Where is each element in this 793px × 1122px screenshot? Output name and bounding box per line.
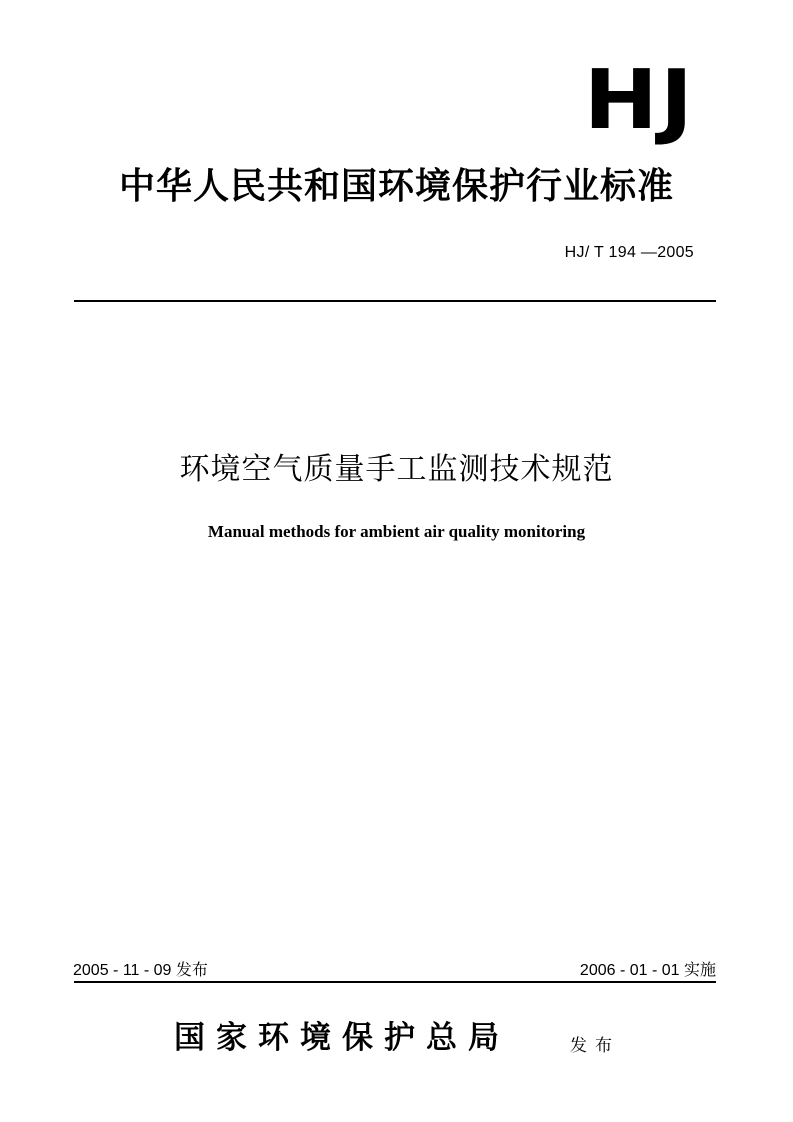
- implementation-date: 2006 - 01 - 01 实施: [579, 962, 716, 979]
- publisher-name: 国家环境保护总局: [174, 1020, 510, 1056]
- hj-logo: HJ: [583, 53, 695, 148]
- top-divider: [74, 300, 716, 302]
- standard-number: HJ/ T 194 —2005: [564, 244, 694, 261]
- issue-date: 2005 - 11 - 09 发布: [73, 962, 208, 979]
- document-title-chinese: 环境空气质量手工监测技术规范: [179, 452, 614, 487]
- document-title-english: Manual methods for ambient air quality monitoring: [207, 522, 586, 541]
- publish-label: 发布: [570, 1036, 620, 1056]
- bottom-divider: [74, 981, 716, 983]
- industry-standard-title: 中华人民共和国环境保护行业标准: [118, 165, 674, 207]
